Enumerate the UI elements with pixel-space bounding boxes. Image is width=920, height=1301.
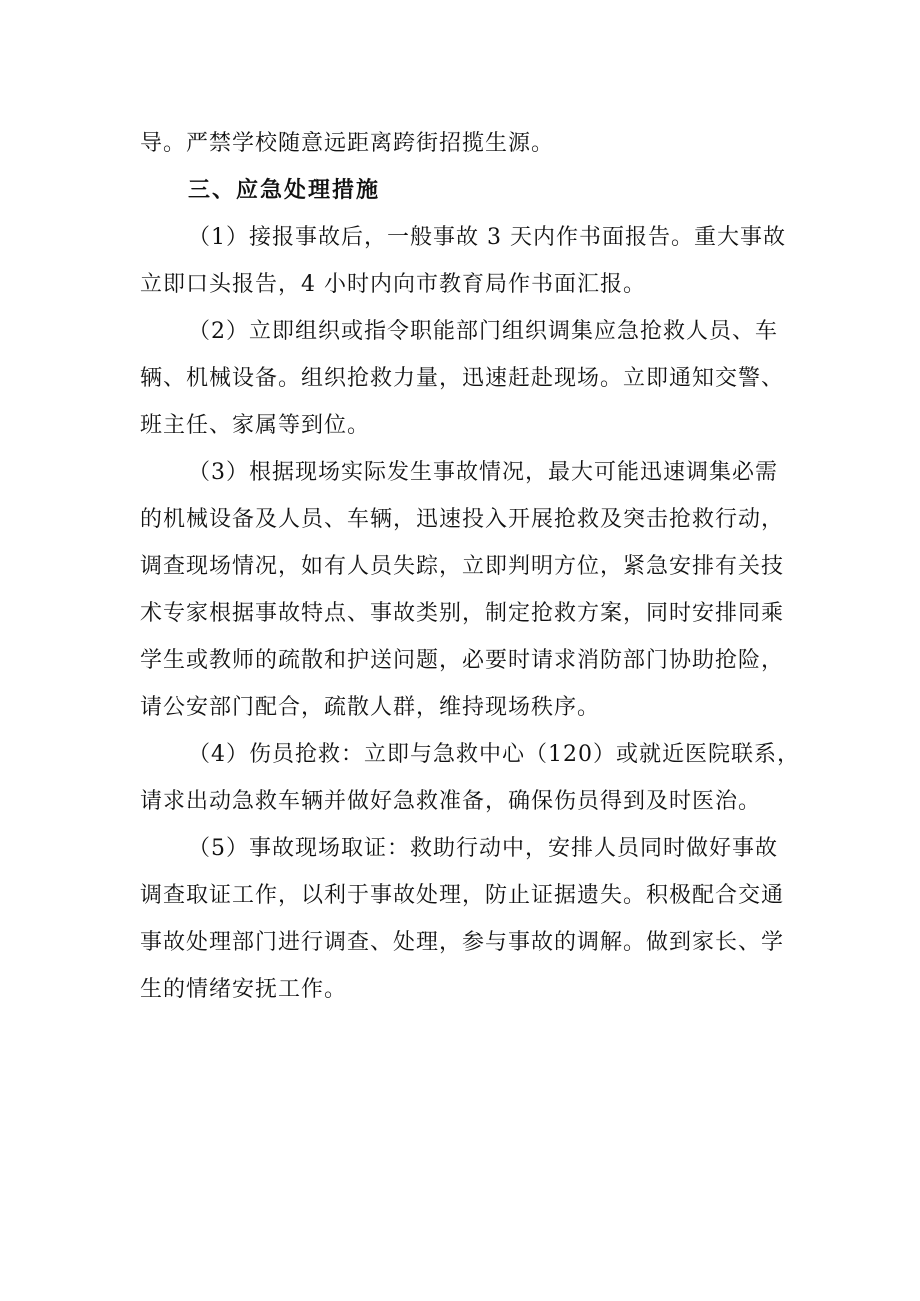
paragraph-line: 辆、机械设备。组织抢救力量，迅速赶赴现场。立即通知交警、 <box>140 366 785 391</box>
paragraph-line: 请求出动急救车辆并做好急救准备，确保伤员得到及时医治。 <box>140 789 762 814</box>
paragraph-line: 生的情绪安抚工作。 <box>140 977 348 1002</box>
paragraph-line: 事故处理部门进行调查、处理，参与事故的调解。做到家长、学 <box>140 930 785 955</box>
paragraph-line: （3）根据现场实际发生事故情况，最大可能迅速调集必需 <box>188 460 778 485</box>
paragraph-line: 调查取证工作，以利于事故处理，防止证据遗失。积极配合交通 <box>140 883 785 908</box>
paragraph-line: 立即口头报告，4 小时内向市教育局作书面汇报。 <box>140 272 646 297</box>
paragraph-line: 学生或教师的疏散和护送问题，必要时请求消防部门协助抢险， <box>140 648 785 673</box>
paragraph-line: （1）接报事故后，一般事故 3 天内作书面报告。重大事故 <box>188 225 786 250</box>
section-heading: 三、应急处理措施 <box>188 178 381 203</box>
paragraph-line: 术专家根据事故特点、事故类别，制定抢救方案，同时安排同乘 <box>140 601 785 626</box>
paragraph-line: 班主任、家属等到位。 <box>140 413 371 438</box>
paragraph-line: （5）事故现场取证：救助行动中，安排人员同时做好事故 <box>188 836 778 861</box>
paragraph-line: 导。严禁学校随意远距离跨街招揽生源。 <box>140 131 555 156</box>
document-body <box>140 126 800 1019</box>
paragraph-line: 调查现场情况，如有人员失踪，立即判明方位，紧急安排有关技 <box>140 554 785 579</box>
paragraph-line: （4）伤员抢救：立即与急救中心（120）或就近医院联系， <box>188 742 800 767</box>
paragraph-line: 的机械设备及人员、车辆，迅速投入开展抢救及突击抢救行动， <box>140 507 785 532</box>
paragraph-line: 请公安部门配合，疏散人群，维持现场秩序。 <box>140 695 601 720</box>
paragraph-line: （2）立即组织或指令职能部门组织调集应急抢救人员、车 <box>188 319 778 344</box>
